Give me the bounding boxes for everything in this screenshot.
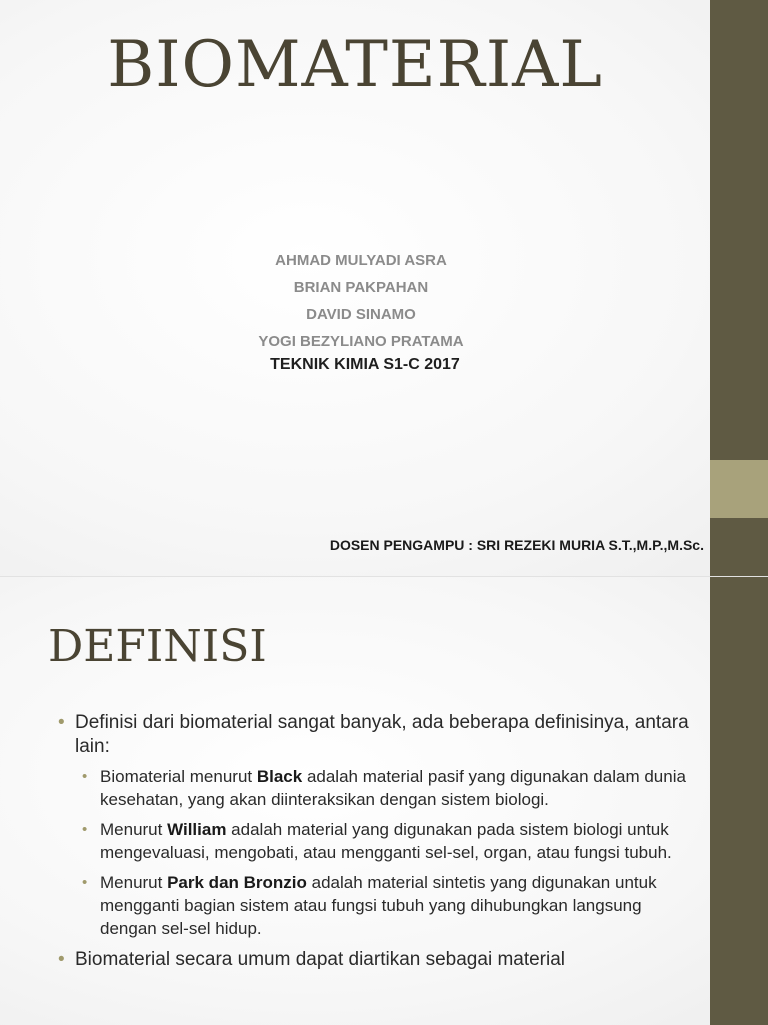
author-item: DAVID SINAMO: [306, 306, 416, 323]
author-item: AHMAD MULYADI ASRA: [275, 252, 447, 269]
bullet-text: adalah material pasif yang digunakan dalam dunia kesehatan, yang akan diinteraksikan dengan sistem biologi.: [100, 767, 686, 809]
author-name: Black: [256, 767, 303, 786]
author-list: [0, 247, 722, 355]
slide-title: DEFINISI: [48, 621, 267, 672]
bullet-text: Menurut: [100, 820, 168, 839]
sidebar-accent: [710, 460, 768, 518]
sub-bullet-item: [82, 765, 698, 811]
bullet-text: adalah material sintetis yang digunakan untuk mengganti bagian sistem atau fungsi tubuh yang dihubungkan langsung dengan sel-sel hidup.: [100, 873, 657, 938]
sidebar-bar: [710, 577, 768, 1025]
bullet-text: Biomaterial menurut: [100, 767, 257, 786]
bullet-text: Menurut: [100, 873, 168, 892]
author-item: YOGI BEZYLIANO PRATAMA: [258, 333, 464, 350]
lecturer-label: DOSEN PENGAMPU : SRI REZEKI MURIA S.T.,M.P.,M.Sc.: [329, 537, 704, 553]
sub-bullet-item: [82, 818, 698, 864]
definition-slide: [0, 576, 768, 1025]
sub-bullet-list: [82, 765, 698, 940]
author-name: Park dan Bronzio: [167, 873, 307, 892]
course-label: TEKNIK KIMIA S1-C 2017: [270, 356, 460, 373]
sub-bullet-item: [82, 871, 698, 940]
bullet-content: [58, 711, 698, 978]
author-item: BRIAN PAKPAHAN: [293, 279, 429, 296]
bullet-text: adalah material yang digunakan pada sistem biologi untuk mengevaluasi, mengobati, atau mengganti sel-sel, organ, atau fungsi tubuh.: [100, 820, 672, 862]
slide-title: BIOMATERIAL: [107, 28, 603, 102]
author-name: William: [167, 820, 227, 839]
bullet-item: • Biomaterial secara umum dapat diartikan sebagai material: [58, 948, 698, 972]
bullet-item: • Definisi dari biomaterial sangat banyak, ada beberapa definisinya, antara lain:: [58, 711, 698, 759]
